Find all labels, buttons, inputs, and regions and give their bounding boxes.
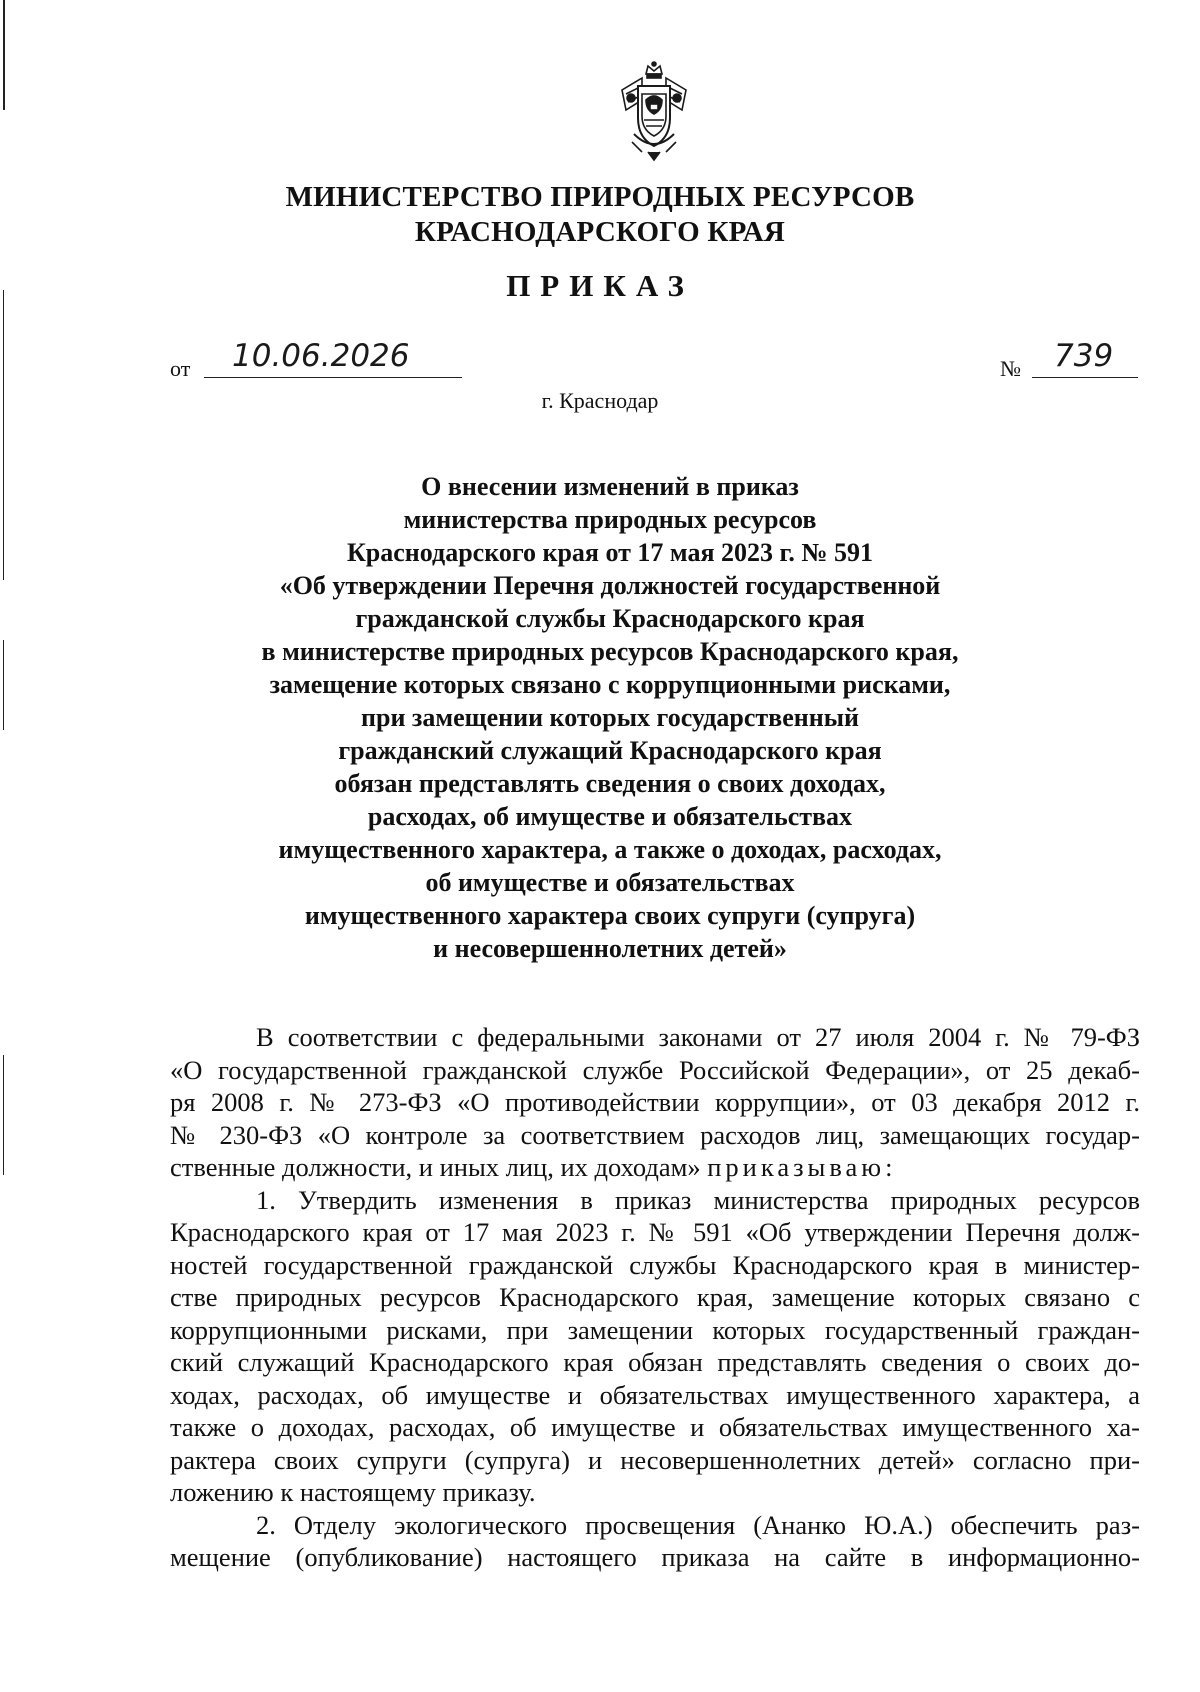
- scan-edge-mark: [3, 1055, 4, 1175]
- body-line: «О государственной гражданской службе Российской Федерации», от 25 декаб-: [170, 1054, 1140, 1085]
- body-line: ский служащий Краснодарского края обязан представлять сведения о своих до-: [170, 1347, 1140, 1377]
- handwritten-number: 739: [1032, 338, 1138, 378]
- body-line: ностей государственной гражданской службы Краснодарского края в министер-: [170, 1249, 1140, 1280]
- order-title: [150, 470, 1070, 965]
- title-line: обязан представлять сведения о своих доходах,: [334, 769, 886, 798]
- body-line-text: ственные должности, и иных лиц, их доходам»: [170, 1152, 701, 1182]
- body-line: № 230-ФЗ «О контроле за соответствием расходов лиц, замещающих государ-: [170, 1119, 1140, 1150]
- body-line: коррупционными рисками, при замещении которых государственный граждан-: [170, 1314, 1140, 1345]
- body-line: В соответствии с федеральными законами от 27 июля 2004 г. № 79-ФЗ: [256, 1022, 1140, 1052]
- item-1-paragraph: [170, 1184, 1140, 1509]
- body-line: [170, 1151, 1140, 1184]
- body-line: 1. Утвердить изменения в приказ министерства природных ресурсов: [256, 1184, 1140, 1215]
- title-line: «Об утверждении Перечня должностей государственной: [279, 571, 941, 600]
- title-line: имущественного характера своих супруги (супруга): [304, 901, 916, 930]
- title-line: расходах, об имуществе и обязательствах: [367, 802, 853, 831]
- body-line: Краснодарского края от 17 мая 2023 г. № 591 «Об утверждении Перечня долж-: [170, 1217, 1140, 1247]
- title-line: и несовершеннолетних детей»: [433, 934, 787, 963]
- scan-edge-mark: [3, 290, 4, 580]
- body-line: 2. Отделу экологического просвещения (Ананко Ю.А.) обеспечить раз-: [256, 1509, 1140, 1540]
- document-type-heading: ПРИКАЗ: [506, 268, 694, 303]
- title-line: О внесении изменений в приказ: [421, 472, 799, 501]
- number-prefix-label: №: [1000, 356, 1021, 381]
- order-keyword: приказываю:: [707, 1152, 897, 1182]
- ministry-name-line1: МИНИСТЕРСТВО ПРИРОДНЫХ РЕСУРСОВ: [285, 181, 915, 213]
- title-line: в министерстве природных ресурсов Краснодарского края,: [261, 637, 959, 666]
- title-line: гражданский служащий Краснодарского края: [338, 736, 882, 765]
- body-line: также о доходах, расходах, об имуществе и обязательствах имущественного ха-: [170, 1412, 1140, 1442]
- body-line: ходах, расходах, об имуществе и обязательствах имущественного характера, а: [170, 1379, 1140, 1410]
- preamble-paragraph: [170, 1021, 1140, 1184]
- city-label: г. Краснодар: [541, 388, 659, 413]
- date-prefix-label: от: [170, 356, 191, 381]
- body-line: ря 2008 г. № 273-ФЗ «О противодействии коррупции», от 03 декабря 2012 г.: [170, 1087, 1140, 1117]
- body-line: ложению к настоящему приказу.: [170, 1477, 536, 1507]
- order-body: [170, 1021, 1140, 1574]
- scan-edge-mark: [3, 0, 5, 110]
- handwritten-date: 10.06.2026: [204, 338, 462, 378]
- title-line: Краснодарского края от 17 мая 2023 г. № 591: [346, 538, 874, 567]
- title-line: имущественного характера, а также о доходах, расходах,: [278, 835, 942, 864]
- title-line: об имуществе и обязательствах: [425, 868, 795, 897]
- ministry-name-line2: КРАСНОДАРСКОГО КРАЯ: [414, 216, 786, 248]
- body-line: мещение (опубликование) настоящего приказа на сайте в информационно-: [170, 1542, 1140, 1572]
- title-line: при замещении которых государственный: [361, 703, 859, 732]
- coat-of-arms-emblem: [612, 60, 696, 164]
- body-line: рактера своих супруги (супруга) и несовершеннолетних детей» согласно при-: [170, 1444, 1140, 1475]
- item-2-paragraph: [170, 1509, 1140, 1574]
- ministry-name: [0, 180, 1200, 250]
- title-line: министерства природных ресурсов: [403, 505, 817, 534]
- title-line: гражданской службы Краснодарского края: [355, 604, 865, 633]
- scan-edge-mark: [3, 640, 4, 730]
- title-line: замещение которых связано с коррупционными рисками,: [269, 670, 951, 699]
- body-line: стве природных ресурсов Краснодарского края, замещение которых связано с: [170, 1282, 1140, 1312]
